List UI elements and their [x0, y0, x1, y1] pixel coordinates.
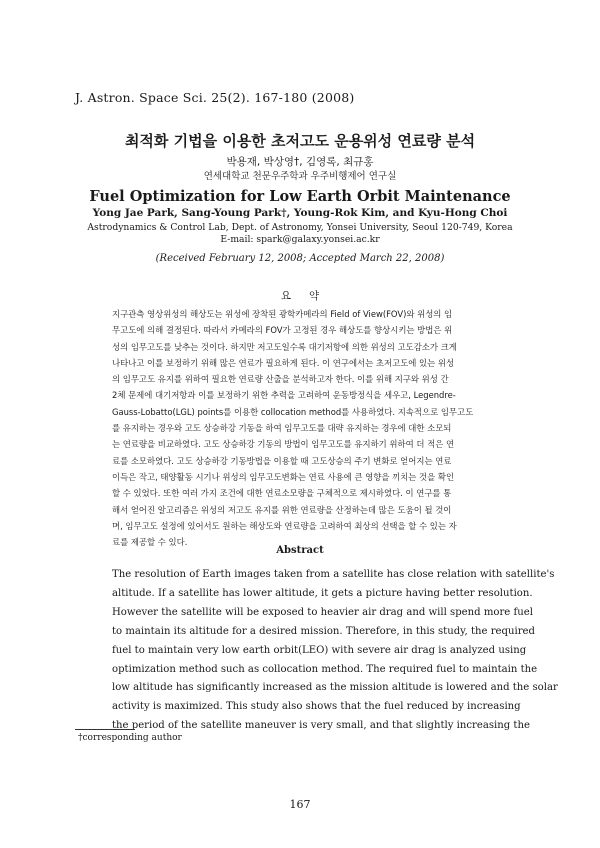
page-number: 167 [289, 798, 311, 811]
korean-affiliation: 연세대학교 천문우주학과 우주비행제어 연구실 [203, 171, 397, 182]
korean-abstract [112, 306, 512, 550]
english-affiliation-block [0, 222, 600, 246]
korean-abstract-line: 2체 문제에 대기저항과 이를 보정하기 위한 추력을 고려하여 운동방정식을 세우고, Legendre- [112, 390, 456, 401]
received-accepted-dates: (Received February 12, 2008; Accepted March 22, 2008) [155, 253, 445, 264]
abstract-line: low altitude has significantly increased as the mission altitude is lowered and the solar [112, 682, 558, 694]
footnote: †corresponding author [78, 733, 182, 743]
korean-abstract-heading: 요약 [280, 290, 338, 302]
english-title: Fuel Optimization for Low Earth Orbit Maintenance [89, 188, 511, 205]
email: E-mail: spark@galaxy.yonsei.ac.kr [220, 234, 380, 245]
abstract-line: fuel to maintain very low earth orbit(LEO) with severe air drag is analyzed using [112, 644, 527, 656]
footnote-rule [75, 729, 135, 730]
korean-abstract-line: 의 임무고도 유지를 위하여 필요한 연료량 산출을 분석하고자 한다. 이를 위해 지구와 위성 간 [112, 374, 449, 385]
korean-authors: 박용재, 박상영†, 김영록, 최규홍 [226, 156, 374, 168]
abstract-line: the period of the satellite maneuver is very small, and that slightly increasing the [112, 720, 530, 732]
korean-abstract-line: 할 수 있었다. 또한 여러 가지 조건에 대한 연료소모량을 구체적으로 제시하였다. 이 연구를 통 [112, 488, 452, 499]
korean-abstract-line: 료를 소모하였다. 고도 상승하강 기동방법을 이용할 때 고도상승의 주기 변화로 얻어지는 연료 [112, 455, 452, 466]
korean-abstract-line: 지구관측 영상위성의 해상도는 위성에 장착된 광학카메라의 Field of View(FOV)와 위성의 임 [112, 309, 453, 319]
korean-abstract-line: 무고도에 의해 결정된다. 따라서 카메라의 FOV가 고정된 경우 해상도를 향상시키는 방법은 위 [112, 325, 453, 336]
abstract-line: optimization method such as collocation method. The required fuel to maintain the [112, 663, 538, 675]
abstract-line: However the satellite will be exposed to heavier air drag and will spend more fuel [112, 606, 533, 618]
english-affiliation: Astrodynamics & Control Lab, Dept. of Astronomy, Yonsei University, Seoul 120-749, Korea [87, 222, 513, 233]
abstract-heading: Abstract [276, 545, 324, 556]
journal-reference: J. Astron. Space Sci. 25(2). 167-180 (2008) [75, 90, 355, 105]
abstract-line: to maintain its altitude for a desired mission. Therefore, in this study, the required [112, 625, 535, 637]
korean-abstract-line: 나타나고 이를 보정하기 위해 많은 연료가 필요하게 된다. 이 연구에서는 초저고도에 있는 위성 [112, 357, 455, 368]
abstract-line: The resolution of Earth images taken from a satellite has close relation with satellite's [112, 569, 555, 580]
abstract-line: altitude. If a satellite has lower altitude, it gets a picture having better resolution. [112, 587, 533, 599]
abstract-line: activity is maximized. This study also shows that the fuel reduced by increasing [112, 701, 521, 713]
korean-abstract-line: 이득은 작고, 태양활동 시기나 위성의 임무고도변화는 연료 사용에 큰 영향을 끼치는 것을 확인 [112, 471, 455, 482]
korean-abstract-line: 성의 임무고도를 낮추는 것이다. 하지만 저고도일수록 대기저항에 의한 위성의 고도감소가 크게 [112, 341, 457, 352]
korean-abstract-line: 며, 임무고도 설정에 있어서도 원하는 해상도와 연료량을 고려하여 최상의 선택을 할 수 있는 자 [112, 520, 457, 531]
korean-abstract-line: Gauss-Lobatto(LGL) points를 이용한 collocation method를 사용하였다. 지속적으로 임무고도 [112, 406, 474, 417]
korean-abstract-line: 료를 제공할 수 있다. [112, 537, 188, 548]
korean-abstract-line: 해서 얻어진 알고리즘은 위성의 저고도 유지를 위한 연료량을 산정하는데 많은 도움이 될 것이 [112, 504, 452, 515]
english-abstract [112, 566, 558, 736]
korean-title: 최적화 기법을 이용한 초저고도 운용위성 연료량 분석 [124, 132, 476, 150]
english-authors: Yong Jae Park, Sang-Young Park†, Young-Rok Kim, and Kyu-Hong Choi [92, 207, 508, 219]
korean-abstract-line: 는 연료량을 비교하였다. 고도 상승하강 기동의 방법이 임무고도를 유지하기 위하여 더 적은 연 [112, 439, 455, 450]
korean-abstract-line: 를 유지하는 경우와 고도 상승하강 기동을 하여 임무고도를 대략 유지하는 경우에 대한 소모되 [112, 423, 452, 434]
